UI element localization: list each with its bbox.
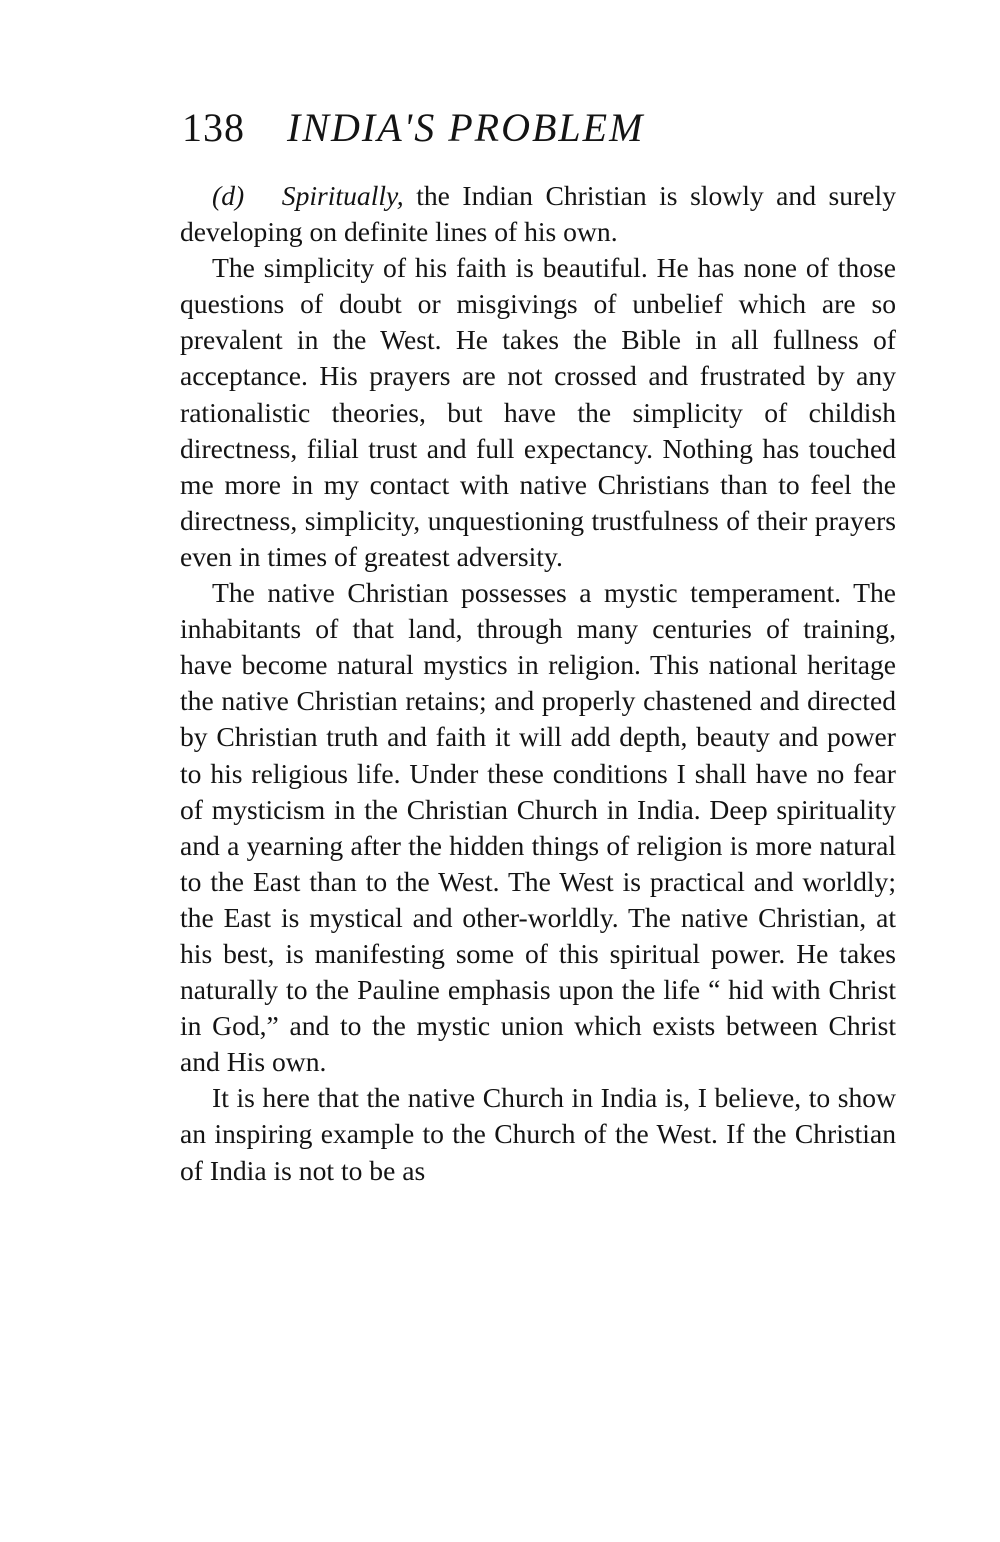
- body-text: [180, 178, 896, 1189]
- running-head: [182, 98, 902, 158]
- page-number: 138: [182, 105, 245, 150]
- paragraph-example: It is here that the native Church in India is, I believe, to show an inspiring example to the Church of the West. If the Christian of India is not to be as: [180, 1082, 896, 1186]
- paragraph-mystic: The native Christian possesses a mystic temperament. The inhabitants of that land, through many centuries of training, have become natural mystics in religion. This national heritage the native Christian retains; and properly chastened and directed by Christian truth and faith it will add depth, beauty and power to his religious life. Under these conditions I shall have no fear of mysticism in the Christian Church in India. Deep spirituality and a yearning after the hidden things of religion is more natural to the East than to the West. The West is practical and worldly; the East is mystical and other-worldly. The native Christian, at his best, is manifesting some of this spiritual power. He takes naturally to the Pauline emphasis upon the life “ hid with Christ in God,” and to the mystic union which exists between Christ and His own.: [180, 577, 896, 1078]
- running-title: INDIA'S PROBLEM: [287, 105, 645, 150]
- paragraph-text: the Indian Christian is slowly and surely developing on definite lines of his own.: [180, 180, 896, 248]
- paragraph-spiritually: [180, 178, 896, 250]
- section-lead-word: Spiritually,: [281, 180, 404, 211]
- paragraph-simplicity: The simplicity of his faith is beautiful. He has none of those questions of doubt or misgivings of unbelief which are so prevalent in the West. He takes the Bible in all fullness of acceptance. His prayers are not crossed and frustrated by any rationalistic theories, but have the simplicity of childish directness, filial trust and full expectancy. Nothing has touched me more in my contact with native Christians than to feel the directness, simplicity, unquestioning trustfulness of their prayers even in times of greatest adversity.: [180, 252, 896, 572]
- section-marker: (d): [212, 180, 245, 211]
